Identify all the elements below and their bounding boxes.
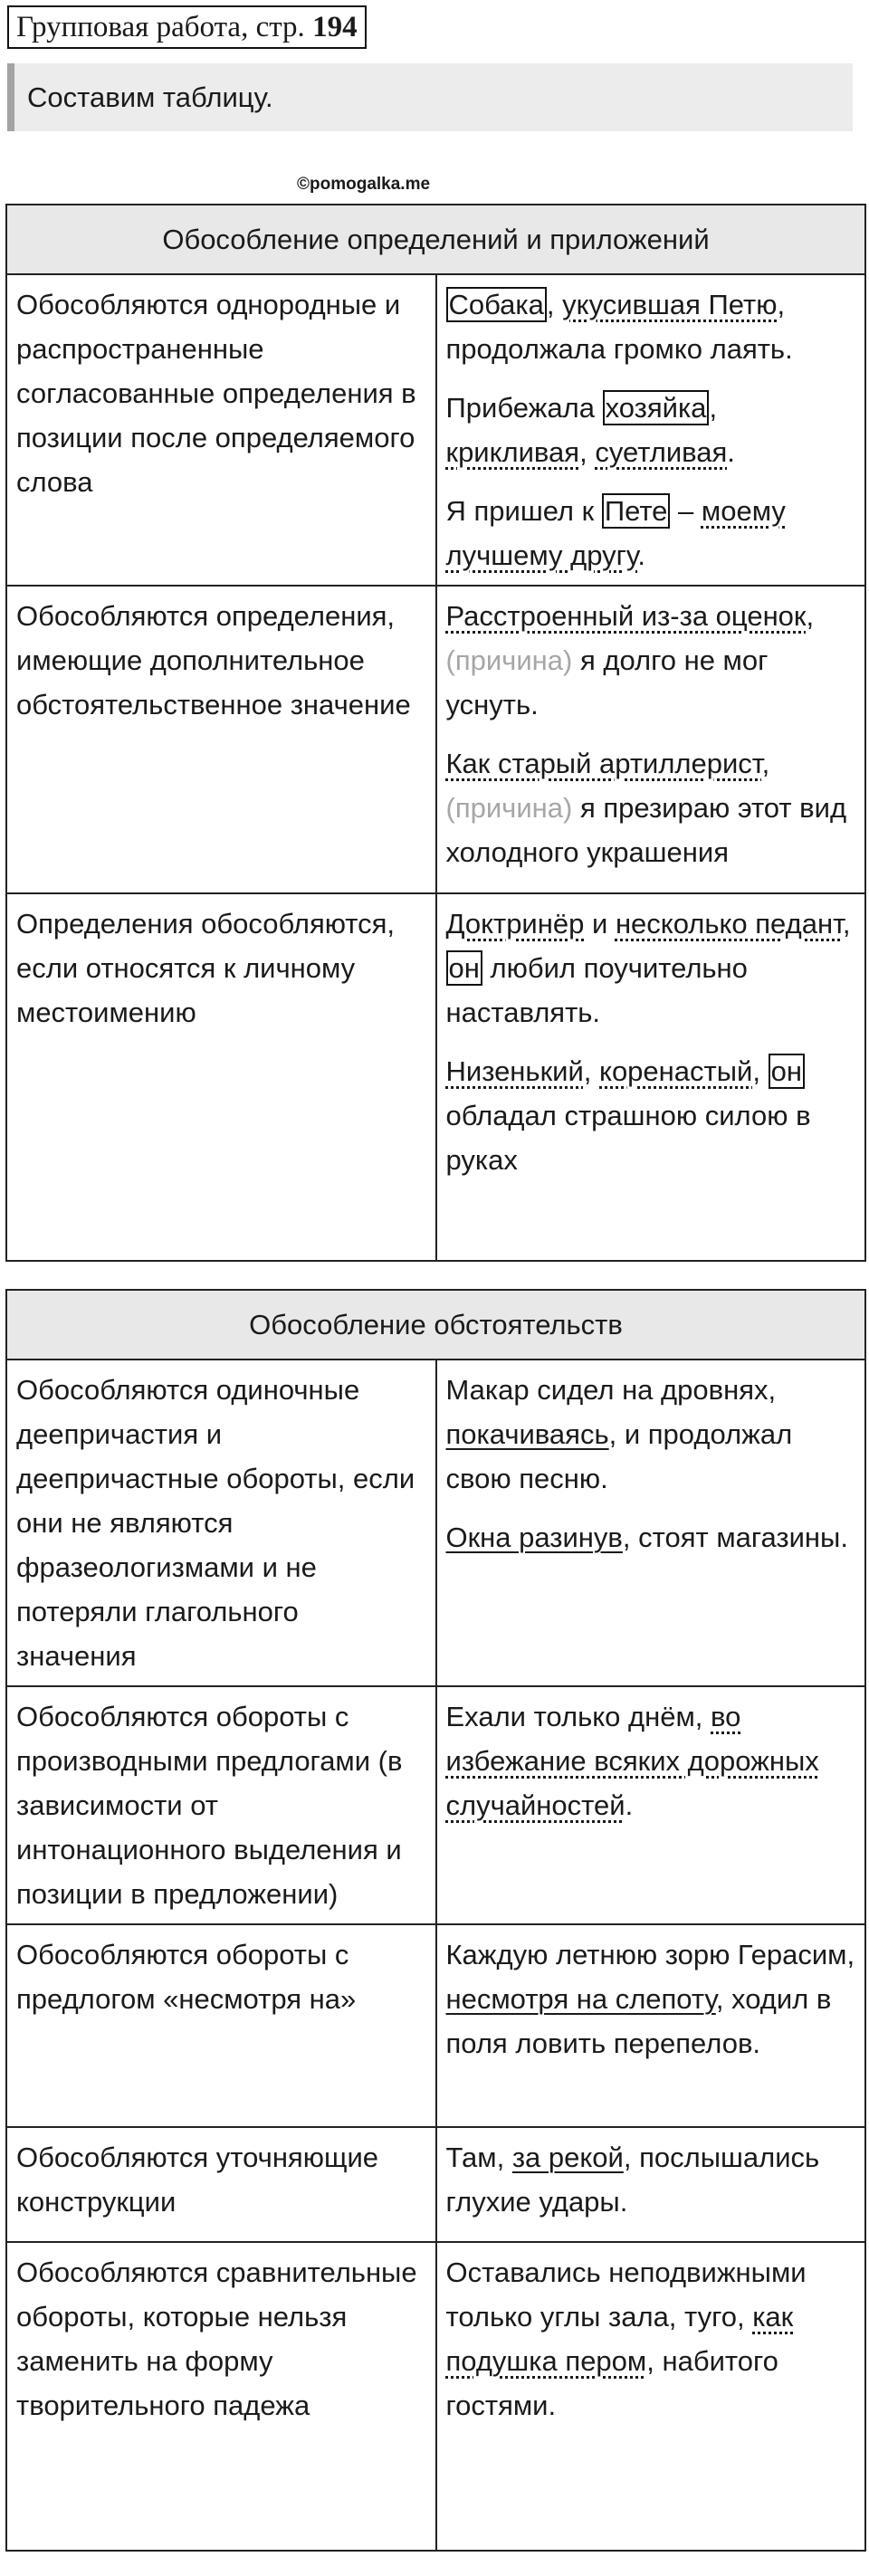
gray-note: (причина) xyxy=(445,792,573,824)
table-row xyxy=(6,586,865,893)
example xyxy=(446,386,856,474)
table-row xyxy=(6,274,865,586)
table-heading: Обособление определений и приложений xyxy=(6,205,865,274)
text: , xyxy=(546,289,555,320)
table-definitions xyxy=(5,204,866,1262)
text: я презираю этот вид холодного украшения xyxy=(445,792,847,868)
dotted-phrase: Низенький xyxy=(445,1055,584,1087)
text: Оставались неподвижными только углы зала, туго, xyxy=(445,2256,807,2333)
dotted-phrase: коренастый xyxy=(599,1055,753,1087)
text: , и продолжал свою песню. xyxy=(445,1418,793,1494)
text: , xyxy=(583,1055,592,1087)
watermark: ©pomogalka.me xyxy=(297,175,431,194)
example xyxy=(446,1049,856,1182)
table-row xyxy=(6,1924,865,2127)
dotted-phrase: несколько педант xyxy=(615,908,843,940)
underlined-phrase: за рекой xyxy=(511,2142,624,2173)
dotted-phrase: крикливая xyxy=(445,436,580,468)
example xyxy=(446,594,856,727)
example-cell xyxy=(436,2242,866,2551)
rule-cell: Обособляются определения, имеющие дополнительное обстоятельственное значение xyxy=(6,586,436,893)
text: я долго не мог уснуть. xyxy=(445,644,769,720)
text: Прибежала xyxy=(445,392,595,424)
dotted-phrase: суетливая xyxy=(595,436,728,468)
example xyxy=(446,282,856,371)
text: – xyxy=(678,495,694,527)
example xyxy=(446,2135,856,2224)
example xyxy=(446,2250,856,2428)
text: Там, xyxy=(445,2142,505,2173)
dotted-phrase: Как старый артиллерист xyxy=(445,748,762,779)
example-cell xyxy=(436,1360,866,1686)
text: , xyxy=(842,908,851,940)
example-cell xyxy=(436,1686,866,1924)
text: Я пришел к xyxy=(445,495,595,527)
boxed-word: хозяйка xyxy=(603,390,710,425)
example-cell xyxy=(436,586,866,893)
text: , стоят магазины. xyxy=(622,1522,848,1553)
text: и xyxy=(591,908,608,940)
rule-cell: Обособляются обороты с предлогом «несмотря на» xyxy=(6,1924,436,2127)
table-heading: Обособление обстоятельств xyxy=(6,1290,865,1360)
example xyxy=(446,1368,856,1501)
rule-cell: Обособляются уточняющие конструкции xyxy=(6,2127,436,2242)
example xyxy=(446,1932,856,2066)
underlined-phrase: Окна разинув xyxy=(445,1522,623,1553)
example xyxy=(446,1694,856,1827)
gray-note: (причина) xyxy=(445,644,573,676)
dotted-phrase: Расстроенный из-за оценок xyxy=(445,600,807,632)
example xyxy=(446,489,856,577)
dotted-phrase: во избежание всяких дорожных случайностей xyxy=(445,1701,819,1821)
rule-cell: Обособляются одиночные деепричастия и деепричастные обороты, если они не являются фразеологизмами и не потеряли глагольного значения xyxy=(6,1360,436,1686)
underlined-phrase: покачиваясь xyxy=(445,1418,609,1450)
boxed-word: он xyxy=(769,1054,805,1089)
text: . xyxy=(727,436,735,468)
dotted-phrase: как подушка пером xyxy=(445,2301,794,2377)
text: , xyxy=(806,600,815,632)
example-cell xyxy=(436,274,866,586)
page-title xyxy=(7,5,367,49)
dotted-phrase: Доктринёр xyxy=(445,908,585,940)
text: , xyxy=(752,1055,760,1087)
text: , ходил в поля ловить перепелов. xyxy=(445,1983,832,2059)
table-row xyxy=(6,2127,865,2242)
table-row xyxy=(6,2242,865,2551)
title-page-number: 194 xyxy=(312,11,358,43)
text: Макар сидел на дровнях, xyxy=(445,1374,777,1406)
dotted-phrase: моему лучшему другу xyxy=(445,495,786,571)
boxed-word: Собака xyxy=(446,287,547,322)
rule-cell: Обособляются обороты с производными предлогами (в зависимости от интонационного выделения и позиции в предложении) xyxy=(6,1686,436,1924)
text: , набитого гостями. xyxy=(445,2345,778,2421)
text: . xyxy=(637,539,645,571)
text: . xyxy=(625,1789,634,1821)
text: любил поучительно наставлять. xyxy=(445,952,748,1028)
rule-cell: Обособляются однородные и распространенные согласованные определения в позиции после определяемого слова xyxy=(6,274,436,586)
example xyxy=(446,902,856,1035)
rule-cell: Определения обособляются, если относятся к личному местоимению xyxy=(6,893,436,1261)
underlined-phrase: несмотря на слепоту xyxy=(445,1983,716,2015)
task-banner: Составим таблицу. xyxy=(7,63,853,131)
title-prefix: Групповая работа, стр. xyxy=(16,11,305,43)
rule-cell: Обособляются сравнительные обороты, которые нельзя заменить на форму творительного падежа xyxy=(6,2242,436,2551)
example-cell xyxy=(436,1924,866,2127)
dotted-phrase: укусившая Петю xyxy=(562,289,778,320)
text: , послышались глухие удары. xyxy=(445,2142,820,2218)
table-row xyxy=(6,1360,865,1686)
text: , продолжала громко лаять. xyxy=(445,289,793,365)
table-row xyxy=(6,1686,865,1924)
example-cell xyxy=(436,893,866,1261)
boxed-word: Пете xyxy=(602,493,671,529)
example xyxy=(446,1515,856,1560)
text: , xyxy=(761,748,770,779)
text: обладал страшною силою в руках xyxy=(445,1100,811,1176)
example xyxy=(446,741,856,874)
text: Ехали только днём, xyxy=(445,1701,703,1732)
boxed-word: он xyxy=(446,950,482,986)
text: Каждую летнюю зорю Герасим, xyxy=(445,1939,855,1970)
text: , xyxy=(579,436,587,468)
table-row xyxy=(6,893,865,1261)
example-cell xyxy=(436,2127,866,2242)
text: , xyxy=(709,392,718,424)
table-circumstances xyxy=(5,1289,866,2552)
